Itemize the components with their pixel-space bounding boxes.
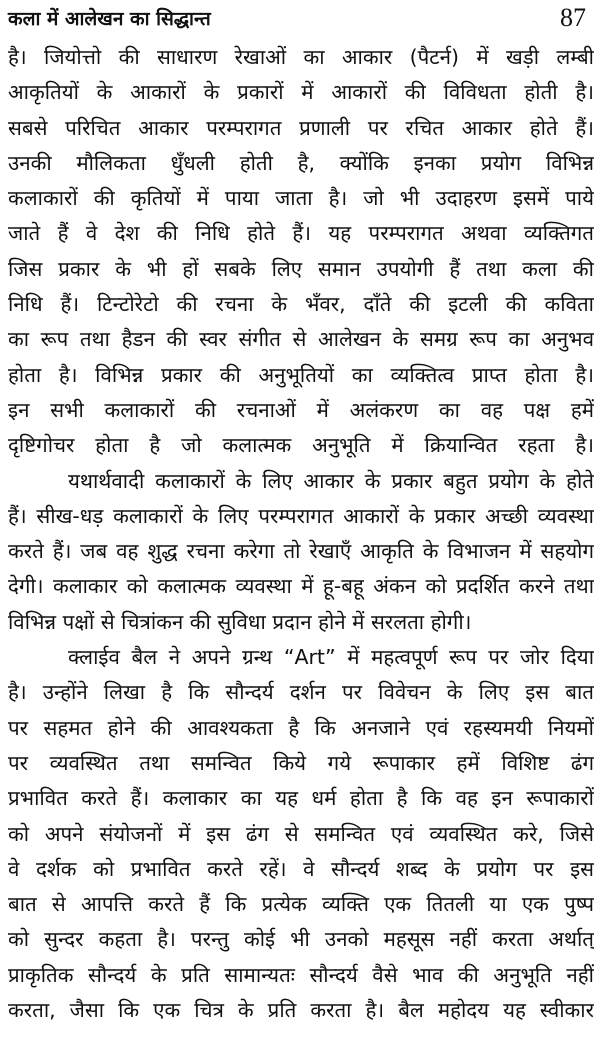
- text-line: कलाकारों की कृतियों में पाया जाता है। जो भी उदाहरण इसमें पाये: [8, 186, 594, 211]
- body-text: [8, 40, 594, 1028]
- text-line: सबसे परिचित आकार परम्परागत प्रणाली पर रचित आकार होते हैं।: [8, 115, 594, 140]
- page-number: 87: [560, 3, 586, 32]
- text-line: हैं। सीख-धड़ कलाकारों के लिए परम्परागत आकारों के प्रकार अच्छी व्यवस्था: [8, 503, 594, 528]
- text-line: जाते हैं वे देश की निधि होते हैं। यह परम्परागत अथवा व्यक्तिगत: [8, 221, 594, 246]
- paragraph-start-line: यथार्थवादी कलाकारों के लिए आकार के प्रकार बहुत प्रयोग के होते: [68, 468, 594, 493]
- text-line: है। जियोत्तो की साधारण रेखाओं का आकार (पैटर्न) में खड़ी लम्बी: [8, 45, 594, 69]
- text-line: उनकी मौलिकता धुँधली होती है, क्योंकि इनका प्रयोग विभिन्न: [8, 150, 594, 175]
- paragraph-end-line: विभिन्न पक्षों से चित्रांकन की सुविधा प्रदान होने में सरलता होगी।: [8, 609, 472, 634]
- text-line: देगी। कलाकार को कलात्मक व्यवस्था में हू-बहू अंकन को प्रदर्शित करने तथा: [8, 574, 594, 599]
- text-line: होता है। विभिन्न प्रकार की अनुभूतियों का व्यक्तित्व प्राप्त होता है।: [8, 362, 594, 387]
- text-line: जिस प्रकार के भी हों सबके लिए समान उपयोगी हैं तथा कला की: [8, 256, 594, 281]
- text-line: प्रभावित करते हैं। कलाकार का यह धर्म होता है कि वह इन रूपाकारों: [8, 786, 594, 811]
- text-line: पर व्यवस्थित तथा समन्वित किये गये रूपाकार हमें विशिष्ट ढंग: [8, 750, 594, 775]
- text-line: बात से आपत्ति करते हैं कि प्रत्येक व्यक्ति एक तितली या एक पुष्प: [8, 892, 594, 917]
- text-line: का रूप तथा हैडन की स्वर संगीत से आलेखन के समग्र रूप का अनुभव: [8, 327, 594, 352]
- text-line: करता, जैसा कि एक चित्र के प्रति करता है। बैल महोदय यह स्वीकार: [8, 998, 594, 1023]
- text-line: को अपने संयोजनों में इस ढंग से समन्वित एवं व्यवस्थित करे, जिसे: [8, 821, 594, 846]
- text-line: आकृतियों के आकारों के प्रकारों में आकारों की विविधता होती है।: [8, 80, 594, 105]
- text-line: प्राकृतिक सौन्दर्य के प्रति सामान्यतः सौन्दर्य वैसे भाव की अनुभूति नहीं: [8, 962, 594, 987]
- text-line: है। उन्होंने लिखा है कि सौन्दर्य दर्शन पर विवेचन के लिए इस बात: [8, 680, 594, 705]
- text-line: निधि हैं। टिन्टोरेटो की रचना के भँवर, दाँते की इटली की कविता: [8, 292, 594, 317]
- text-line: दृष्टिगोचर होता है जो कलात्मक अनुभूति में क्रियान्वित रहता है।: [8, 433, 594, 458]
- text-line: पर सहमत होने की आवश्यकता है कि अनजाने एवं रहस्यमयी नियमों: [8, 715, 594, 740]
- text-line: इन सभी कलाकारों की रचनाओं में अलंकरण का वह पक्ष हमें: [8, 397, 594, 422]
- paragraph-start-line: क्लाईव बैल ने अपने ग्रन्थ “Art” में महत्वपूर्ण रूप पर जोर दिया: [68, 645, 594, 670]
- text-line: वे दर्शक को प्रभावित करते रहें। वे सौन्दर्य शब्द के प्रयोग पर इस: [8, 856, 594, 881]
- chapter-title: कला में आलेखन का सिद्धान्त: [8, 8, 211, 30]
- text-line: को सुन्दर कहता है। परन्तु कोई भी उनको महसूस नहीं करता अर्थात्: [8, 927, 594, 952]
- text-line: करते हैं। जब वह शुद्ध रचना करेगा तो रेखाएँ आकृति के विभाजन में सहयोग: [8, 539, 594, 564]
- running-header: [8, 2, 586, 34]
